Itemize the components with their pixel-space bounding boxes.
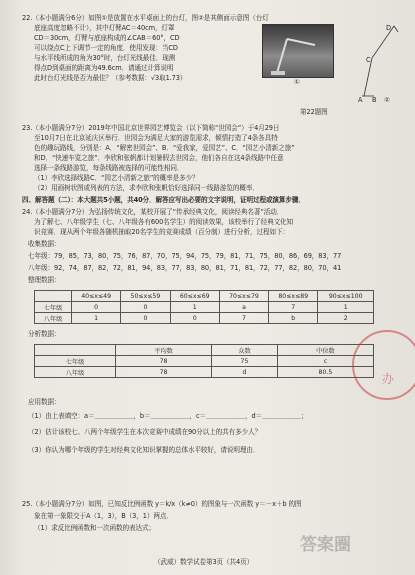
watermark-logo: 答案圈	[300, 535, 351, 555]
red-seal-stamp	[352, 330, 415, 400]
table-cell: 八年级	[35, 313, 72, 324]
q22-line-6: 得点D到桌面的距离为49.6cm．请通过计算说明	[34, 64, 174, 72]
desk-lamp-photo	[262, 24, 334, 78]
table-cell: 7	[269, 302, 318, 313]
table-cell: 78	[116, 367, 212, 378]
point-b-label: B	[372, 96, 377, 104]
table-cell: 1	[72, 313, 121, 324]
q22-line-1: 22.（本小题满分6分）如图①是放置在水平桌面上的台灯，图②是其侧面示意图（台灯	[22, 14, 269, 22]
table-cell: 50≤x≤59	[121, 291, 170, 302]
table-cell: b	[269, 313, 318, 324]
table-cell: 7	[219, 313, 268, 324]
q23-line-3: 色的趣玩路线，分别是：A．“解密世园会”、B．“爱我家，爱园艺”、C．“园艺小清新之旅”	[34, 144, 295, 152]
table-cell: 平均数	[116, 345, 212, 356]
apply-data-title: 应用数据：	[28, 398, 61, 406]
table-cell: 70≤x≤79	[219, 291, 268, 302]
statistics-table	[34, 344, 374, 378]
grade8-scores: 八年级：92，74，87，82，72，81，94，83，77，83，80，81，71，81，72，77，82，80，70，41	[28, 264, 342, 272]
table-cell: 众数	[212, 345, 278, 356]
analyze-data-title: 分析数据：	[28, 330, 61, 338]
table-cell: 1	[318, 302, 374, 313]
q24-part-2: （2）估计该校七、八两个年级学生在本次竞赛中成绩在90分以上的共有多少人？	[28, 428, 262, 436]
table-cell: 78	[116, 356, 212, 367]
table-cell	[35, 291, 72, 302]
table-cell: 2	[318, 313, 374, 324]
table-cell: d	[212, 367, 278, 378]
q23-line-1: 23.（本小题满分7分）2019年中国北京世界园艺博览会（以下简称“世园会”）于4月29日	[22, 124, 280, 132]
table-cell: 75	[212, 356, 278, 367]
table-cell: 八年级	[35, 367, 116, 378]
table-row	[35, 313, 374, 324]
q23-line-4: 和D．“快速车览之旅”．李欣和张帆都计划暑假去世园会，他们各自在这4条线路中任意	[34, 154, 284, 162]
q25-line-1: 25.（本小题满分7分）如图，已知反比例函数 y＝k/x（k≠0）的图象与一次函数 y＝－x＋b 的图	[22, 500, 302, 508]
table-cell: 中位数	[277, 345, 373, 356]
table-row	[35, 367, 374, 378]
collect-data-title: 收集数据：	[28, 240, 61, 248]
table-cell: 60≤x≤69	[170, 291, 219, 302]
table-cell: 0	[72, 302, 121, 313]
table-cell: 0	[121, 302, 170, 313]
q24-part-3: （3）你认为哪个年级的学生对经典文化知识掌握的总体水平较好，请说明理由．	[28, 446, 260, 454]
frequency-table	[34, 290, 374, 324]
table-header-row	[35, 345, 374, 356]
table-cell: 40≤x≤49	[72, 291, 121, 302]
table-cell: 0	[170, 313, 219, 324]
table-cell: 七年级	[35, 302, 72, 313]
table-cell: 80.5	[277, 367, 373, 378]
point-c-label: C	[366, 56, 371, 64]
q25-line-2: 象在第一象限交于A（1，3），B（3，1）两点．	[34, 512, 173, 520]
q22-line-2: 底座高度忽略不计），其中灯臂AC＝40cm，灯罩	[34, 24, 175, 32]
table-header-row	[35, 291, 374, 302]
q24-line-2: 为了解七、八年级学生（七、八年级各有600名学生）的阅读效果，该校举行了经典文化知	[34, 218, 294, 226]
table-cell: 1	[170, 302, 219, 313]
table-cell: a	[219, 302, 268, 313]
q24-line-3: 识竞赛．现从两个年级各随机抽取20名学生的竞赛成绩（百分制）进行分析，过程如下：	[34, 228, 289, 236]
stamp-text: 办	[382, 372, 395, 386]
fig-1-label: ①	[294, 78, 300, 86]
table-row	[35, 302, 374, 313]
lamp-silhouette	[263, 25, 333, 77]
q23-line-2: 至10月7日在北京延庆区举行．世园会为满足大家的游览需求，倾情打造了4条各具特	[34, 134, 278, 142]
table-cell: 0	[121, 313, 170, 324]
q25-line-3: （1）求反比例函数和一次函数的表达式；	[34, 524, 155, 532]
q23-line-6: （1）李欣选择线路C．“园艺小清新之旅”的概率是多少？	[34, 174, 199, 182]
organize-data-title: 整理数据：	[28, 276, 61, 284]
grade7-scores: 七年级：79，85，73，80，75，76，87，70，75，94，75，79，81，71，75，80，86，69，83，77	[28, 252, 342, 260]
section-4-heading: 四、解答题（二）：本大题共5小题，共40分．解答应写出必要的文字说明，证明过程或演算步骤．	[22, 196, 305, 204]
point-a-label: A	[358, 96, 363, 104]
table-row	[35, 356, 374, 367]
table-cell: c	[277, 356, 373, 367]
q22-line-7: 此时台灯光线是否为最佳？（参考数据：√3取1.73）	[34, 74, 187, 82]
fig-2-label: ②	[384, 96, 390, 104]
table-cell: 90≤x≤100	[318, 291, 374, 302]
figure-caption: 第22题图	[300, 108, 328, 116]
page-footer: （武威）数学试卷第3页（共4页）	[154, 558, 254, 566]
q23-line-5: 选择一条线路游览，每条线路被选择的可能性相同．	[34, 164, 184, 172]
q22-line-4: 可以绕点C上下调节一定的角度．使用发现：当CD	[34, 44, 178, 52]
q22-line-3: CD＝30cm，灯臂与底座构成的∠CAB＝60°，CD	[34, 34, 180, 42]
table-cell: 七年级	[35, 356, 116, 367]
q24-part-1: （1）由上表填空：a＝＿＿＿＿＿＿，b＝＿＿＿＿＿＿，c＝＿＿＿＿＿＿，d＝＿＿＿＿＿＿；	[28, 412, 308, 420]
table-cell: 80≤x≤89	[269, 291, 318, 302]
q24-line-1: 24.（本小题满分7分）为弘扬传统文化，某校开展了“传承经典文化，阅读经典名著”活动．	[22, 208, 284, 216]
point-d-label: D	[386, 24, 391, 32]
table-cell	[35, 345, 116, 356]
q22-line-5: 与水平线所成的角为30°时，台灯光线最佳．现测	[34, 54, 176, 62]
q23-line-7: （2）用画树状图或列表的方法，求李欣和张帆恰好选择同一线路游览的概率．	[34, 184, 259, 192]
